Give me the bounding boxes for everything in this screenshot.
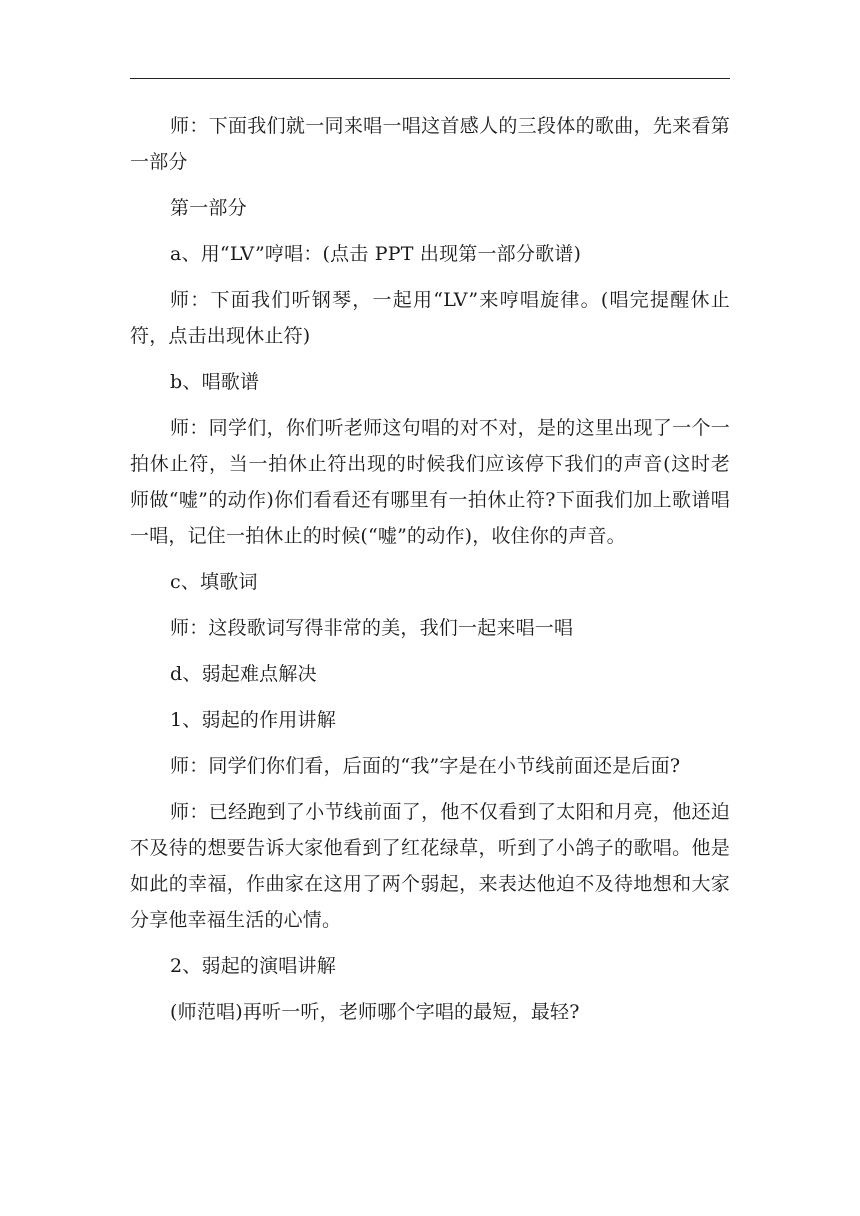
step-heading: d、弱起难点解决 — [170, 663, 317, 685]
paragraph: 师：下面我们就一同来唱一唱这首感人的三段体的歌曲，先来看第一部分 — [130, 115, 730, 173]
paragraph: 师：同学们你们看，后面的“我”字是在小节线前面还是后面? — [170, 755, 681, 777]
document-body — [130, 108, 730, 1040]
paragraph: 师：这段歌词写得非常的美，我们一起来唱一唱 — [170, 617, 574, 639]
step-heading: c、填歌词 — [170, 571, 258, 593]
sub-heading: 2、弱起的演唱讲解 — [170, 955, 336, 977]
step-heading: a、用“LV”哼唱：(点击 PPT 出现第一部分歌谱) — [170, 243, 582, 265]
paragraph: 师：下面我们听钢琴，一起用“LV”来哼唱旋律。(唱完提醒休止符，点击出现休止符) — [130, 289, 730, 347]
sub-heading: 1、弱起的作用讲解 — [170, 709, 336, 731]
section-heading: 第一部分 — [170, 197, 247, 219]
header-rule — [130, 78, 730, 79]
paragraph: (师范唱)再听一听，老师哪个字唱的最短，最轻? — [170, 1001, 580, 1023]
step-heading: b、唱歌谱 — [170, 371, 260, 393]
paragraph: 师：同学们，你们听老师这句唱的对不对，是的这里出现了一个一拍休止符，当一拍休止符出现的时候我们应该停下我们的声音(这时老师做“嘘”的动作)你们看看还有哪里有一拍休止符?下面我们加上歌谱唱一唱，记住一拍休止的时候(“嘘”的动作)，收住你的声音。 — [130, 417, 730, 547]
paragraph: 师：已经跑到了小节线前面了，他不仅看到了太阳和月亮，他还迫不及待的想要告诉大家他看到了红花绿草，听到了小鸽子的歌唱。他是如此的幸福，作曲家在这用了两个弱起，来表达他迫不及待地想和大家分享他幸福生活的心情。 — [130, 801, 730, 931]
